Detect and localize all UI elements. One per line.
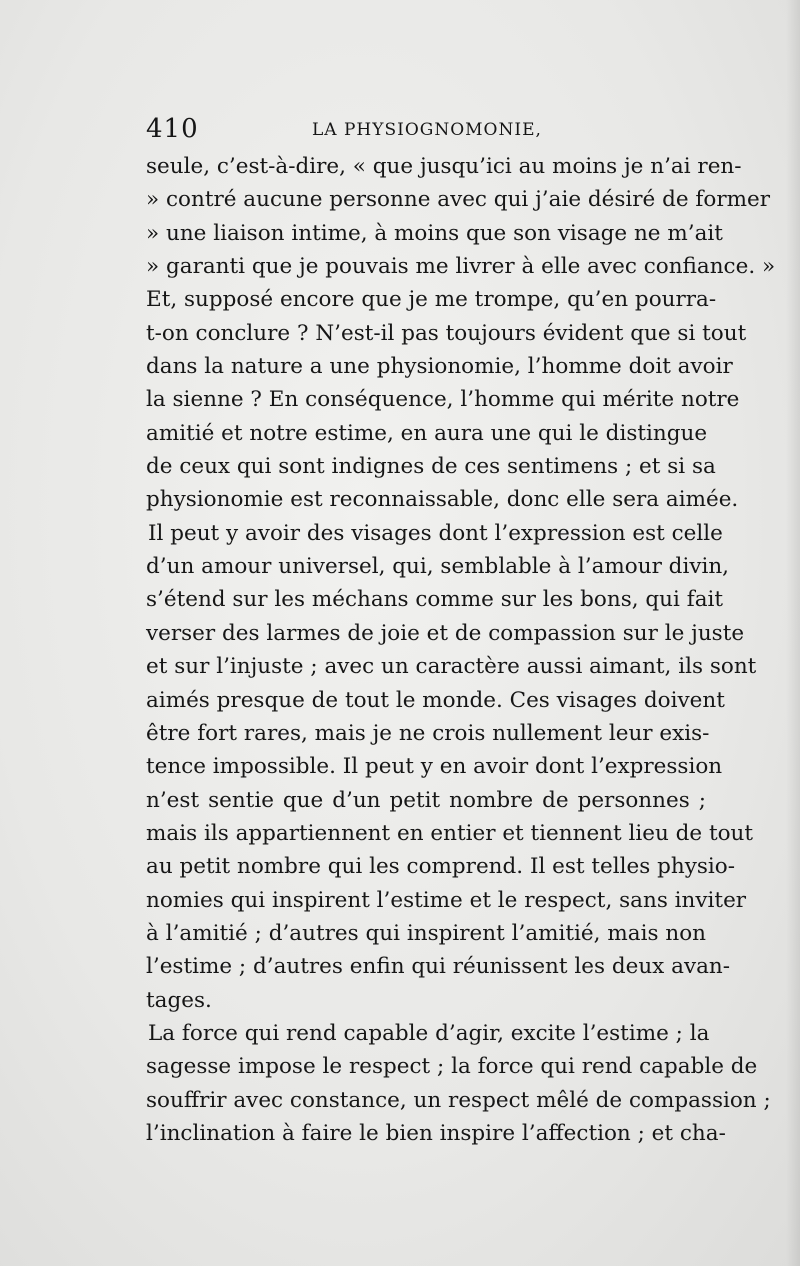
text-line: être fort rares, mais je ne crois nullement leur exis- <box>146 720 710 746</box>
text-line: seule, c’est-à-dire, « que jusqu’ici au moins je n’ai ren- <box>146 154 742 179</box>
text-line: à l’amitié ; d’autres qui inspirent l’amitié, mais non <box>146 920 706 946</box>
text-line: n’est sentie que d’un petit nombre de personnes ; <box>146 787 706 813</box>
body-text <box>146 150 776 1150</box>
text-line: et sur l’injuste ; avec un caractère aussi aimant, ils sont <box>146 654 757 680</box>
text-line: dans la nature a une physionomie, l’homme doit avoir <box>146 354 733 380</box>
text-line: de ceux qui sont indignes de ces sentimens ; et si sa <box>146 454 716 480</box>
text-line: la sienne ? En conséquence, l’homme qui mérite notre <box>146 387 740 413</box>
text-line: t-on conclure ? N’est-il pas toujours évident que si tout <box>146 320 747 346</box>
text-line: physionomie est reconnaissable, donc elle sera aimée. <box>146 487 739 513</box>
page-number: 410 <box>146 114 199 144</box>
text-line: » une liaison intime, à moins que son visage ne m’ait <box>146 220 723 246</box>
text-line: Et, supposé encore que je me trompe, qu’en pourra- <box>146 287 717 313</box>
text-line: » contré aucune personne avec qui j’aie désiré de former <box>146 187 771 213</box>
text-line: tence impossible. Il peut y en avoir dont l’expression <box>146 754 723 780</box>
text-line: au petit nombre qui les comprend. Il est telles physio- <box>146 854 735 880</box>
text-line: verser des larmes de joie et de compassion sur le juste <box>146 620 745 646</box>
text-line: l’inclination à faire le bien inspire l’affection ; et cha- <box>146 1120 726 1146</box>
text-line: aimés presque de tout le monde. Ces visages doivent <box>146 687 725 713</box>
text-line: l’estime ; d’autres enfin qui réunissent les deux avan- <box>146 954 731 980</box>
text-line: sagesse impose le respect ; la force qui rend capable de <box>146 1054 758 1080</box>
text-line: nomies qui inspirent l’estime et le respect, sans inviter <box>146 887 747 913</box>
text-line: » garanti que je pouvais me livrer à elle avec confiance. » <box>146 254 776 280</box>
text-line: amitié et notre estime, en aura une qui le distingue <box>146 420 708 446</box>
text-line: souffrir avec constance, un respect mêlé de compassion ; <box>146 1087 771 1113</box>
text-line: mais ils appartiennent en entier et tiennent lieu de tout <box>146 820 754 846</box>
page-header <box>146 114 706 146</box>
text-line: La force qui rend capable d’agir, excite l’estime ; la <box>148 1020 710 1046</box>
running-title: LA PHYSIOGNOMONIE, <box>312 120 542 140</box>
page-edge-shadow <box>786 0 800 1266</box>
text-line: tages. <box>146 987 212 1013</box>
text-line: d’un amour universel, qui, semblable à l’amour divin, <box>146 554 730 580</box>
text-line: Il peut y avoir des visages dont l’expression est celle <box>148 520 723 546</box>
text-line: s’étend sur les méchans comme sur les bons, qui fait <box>146 587 724 613</box>
